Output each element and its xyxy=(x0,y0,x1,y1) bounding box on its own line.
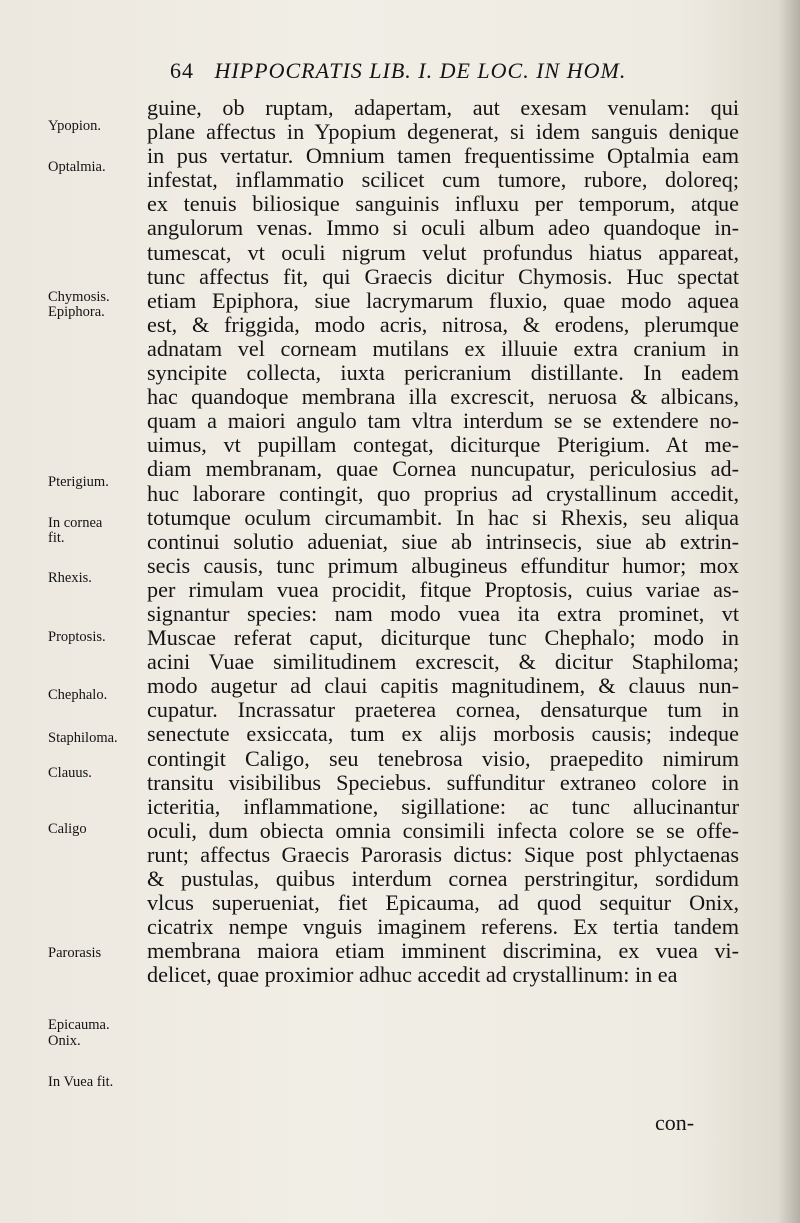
text-line: ex tenuis biliosique sanguinis influxu per temporum, atque xyxy=(147,191,739,217)
page-number: 64 xyxy=(170,58,194,83)
marginal-note: Staphiloma. xyxy=(48,730,118,746)
text-line: & pustulas, quibus interdum cornea perstringitur, sordidum xyxy=(147,866,739,891)
marginal-note: Pterigium. xyxy=(48,474,109,490)
text-line: per rimulam vuea procidit, fitque Proptosis, cuius variae as- xyxy=(147,576,739,602)
marginal-note: Proptosis. xyxy=(48,629,106,645)
text-line: Muscae referat caput, diciturque tunc Chephalo; modo in xyxy=(147,625,739,651)
running-head xyxy=(170,58,730,84)
main-text-block xyxy=(147,96,739,987)
text-line: angulorum venas. Immo si oculi album adeo quandoque in- xyxy=(147,215,739,241)
marginal-note: Chymosis. xyxy=(48,289,110,305)
text-line: etiam Epiphora, siue lacrymarum fluxio, quae modo aquea xyxy=(147,287,739,313)
text-line: signantur species: nam modo vuea ita extra prominet, vt xyxy=(147,600,739,626)
text-line: acini Vuae similitudinem excrescit, & dicitur Staphiloma; xyxy=(147,649,739,675)
text-line: vlcus superueniat, fiet Epicauma, ad quod sequitur Onix, xyxy=(147,890,739,916)
text-line: delicet, quae proximior adhuc accedit ad crystallinum: in ea xyxy=(147,962,678,988)
text-line: runt; affectus Graecis Parorasis dictus: Sique post phlyctaenas xyxy=(147,841,739,867)
marginal-note: In cornea xyxy=(48,515,103,531)
text-line: hac quandoque membrana illa excrescit, neruosa & albicans, xyxy=(147,384,739,410)
marginal-note: Clauus. xyxy=(48,765,92,781)
text-line: uimus, vt pupillam contegat, diciturque Pterigium. At me- xyxy=(147,432,739,458)
text-line: quam a maiori angulo tam vltra interdum se se extendere no- xyxy=(147,408,739,434)
text-line: membrana maiora etiam imminent discrimina, ex vuea vi- xyxy=(147,938,739,964)
text-line: diam membranam, quae Cornea nuncupatur, periculosius ad- xyxy=(147,456,739,482)
marginal-note: Chephalo. xyxy=(48,687,108,703)
marginal-note: fit. xyxy=(48,530,65,546)
text-line: infestat, inflammatio scilicet cum tumore, rubore, doloreq; xyxy=(147,167,739,193)
marginal-note: Caligo xyxy=(48,821,87,837)
text-line: tumescat, vt oculi nigrum velut profundus hiatus appareat, xyxy=(147,239,739,265)
text-line: tunc affectus fit, qui Graecis dicitur Chymosis. Huc spectat xyxy=(147,263,739,289)
text-line: totumque oculum circumambit. In hac si Rhexis, seu aliqua xyxy=(147,504,739,530)
text-line: huc laborare contingit, quo proprius ad crystallinum accedit, xyxy=(147,480,739,506)
text-line: est, & friggida, modo acris, nitrosa, & erodens, plerumque xyxy=(147,311,739,337)
running-title: HIPPOCRATIS LIB. I. DE LOC. IN HOM. xyxy=(214,58,627,83)
text-line: contingit Caligo, seu tenebrosa visio, praepedito nimirum xyxy=(147,745,739,771)
text-line: plane affectus in Ypopium degenerat, si idem sanguis denique xyxy=(147,119,739,145)
marginal-note: Epiphora. xyxy=(48,304,105,320)
text-line: in pus vertatur. Omnium tamen frequentissime Optalmia eam xyxy=(147,143,739,169)
text-line: secis causis, tunc primum albugineus effunditur humor; mox xyxy=(147,552,739,578)
text-line: syncipite collecta, iuxta pericranium distillante. In eadem xyxy=(147,360,739,386)
marginal-note: Ypopion. xyxy=(48,118,102,134)
marginal-note: Epicauma. xyxy=(48,1017,110,1033)
text-line: modo augetur ad claui capitis magnitudinem, & clauus nun- xyxy=(147,673,739,699)
text-line: cicatrix nempe vnguis imaginem referens. Ex tertia tandem xyxy=(147,914,739,940)
page-edge-shadow xyxy=(778,0,800,1223)
text-line: cupatur. Incrassatur praeterea cornea, densaturque tum in xyxy=(147,697,739,723)
marginal-note: Parorasis xyxy=(48,945,102,961)
marginal-note: In Vuea fit. xyxy=(48,1074,114,1090)
marginal-note: Rhexis. xyxy=(48,570,92,586)
text-line: icteritia, inflammatione, sigillatione: ac tunc allucinantur xyxy=(147,793,739,819)
text-line: transitu visibilibus Speciebus. suffunditur extraneo colore in xyxy=(147,769,739,795)
text-line: guine, ob ruptam, adapertam, aut exesam venulam: qui xyxy=(147,95,739,120)
text-line: continui solutio adueniat, siue ab intrinsecis, siue ab extrin- xyxy=(147,528,739,554)
text-line: oculi, dum obiecta omnia consimili infecta colore se se offe- xyxy=(147,817,739,843)
marginal-note: Onix. xyxy=(48,1033,81,1049)
marginal-note: Optalmia. xyxy=(48,159,106,175)
text-line: adnatam vel corneam mutilans ex illuuie extra cranium in xyxy=(147,335,739,361)
catchword: con- xyxy=(655,1110,695,1135)
text-line: senectute exsiccata, tum ex alijs morbosis causis; indeque xyxy=(147,721,739,747)
